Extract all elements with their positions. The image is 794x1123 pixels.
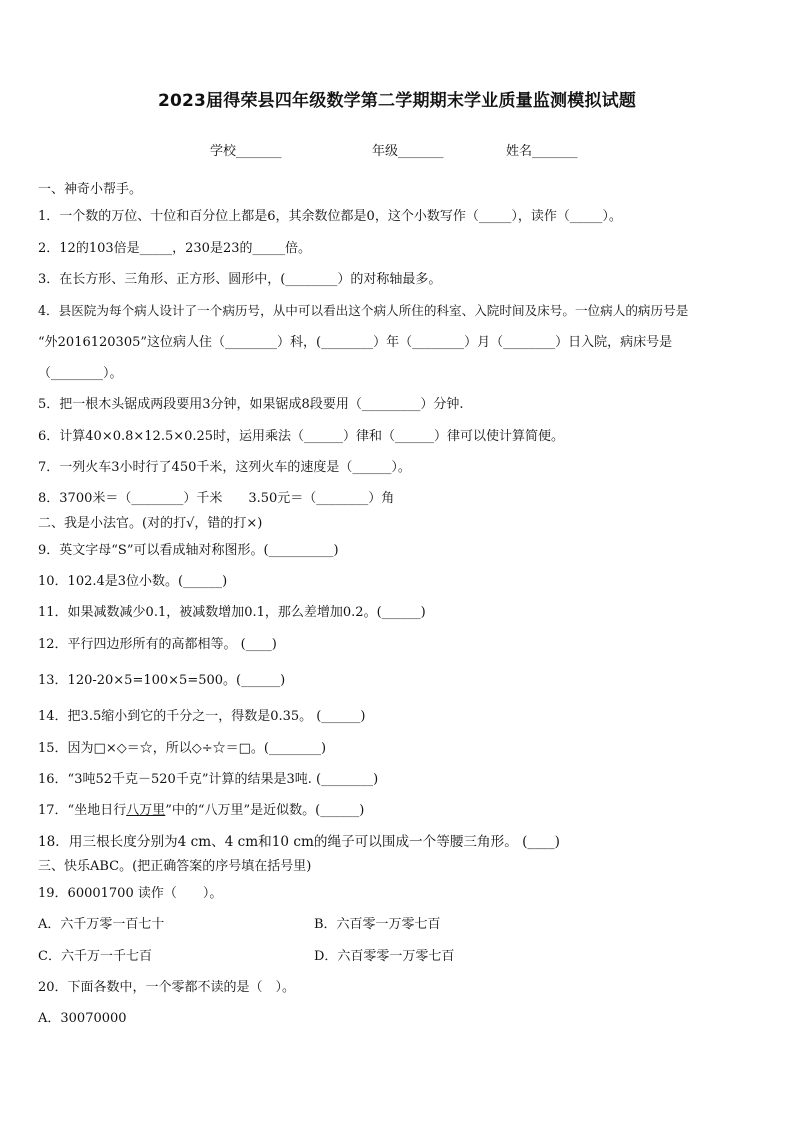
question-13: 13．120-20×5=100×5=500。(______) bbox=[38, 673, 286, 688]
question-4-line-3: （________）。 bbox=[38, 366, 123, 381]
question-17-underlined: 八万里 bbox=[126, 803, 166, 818]
question-19-option-d: D．六百零零一万零七百 bbox=[314, 949, 455, 964]
question-7: 7．一列火车3小时行了450千米，这列火车的速度是（______）。 bbox=[38, 460, 411, 475]
question-4-line-1: 4．县医院为每个病人设计了一个病历号，从中可以看出这个病人所住的科室、入院时间及床号。一位病人的病历号是 bbox=[38, 303, 689, 318]
question-19-option-b: B．六百零一万零七百 bbox=[314, 917, 441, 932]
question-9: 9．英文字母“S”可以看成轴对称图形。(__________) bbox=[38, 543, 339, 558]
question-19-option-a: A．六千万零一百七十 bbox=[38, 917, 165, 932]
question-16: 16．“3吨52千克－520千克”计算的结果是3吨. (________) bbox=[38, 772, 379, 787]
question-5: 5．把一根木头锯成两段要用3分钟，如果锯成8段要用（_________）分钟. bbox=[38, 397, 464, 412]
question-20-option-a: A．30070000 bbox=[38, 1011, 127, 1026]
question-6: 6．计算40×0.8×12.5×0.25时，运用乘法（______）律和（______）律可以使计算简便。 bbox=[38, 429, 565, 444]
question-15: 15．因为□×◇＝☆，所以◇÷☆＝□。(________) bbox=[38, 741, 327, 756]
question-10: 10．102.4是3位小数。(______) bbox=[38, 574, 228, 589]
question-20: 20．下面各数中，一个零都不读的是（ ）。 bbox=[38, 980, 296, 995]
question-8: 8．3700米＝（________）千米 3.50元＝（________）角 bbox=[38, 491, 395, 506]
grade-field: 年级_______ bbox=[372, 144, 444, 159]
section-heading-1: 一、神奇小帮手。 bbox=[38, 182, 143, 197]
question-17 bbox=[38, 802, 768, 820]
question-19-option-c: C．六千万一千七百 bbox=[38, 949, 152, 964]
question-17-suffix: ”中的“八万里”是近似数。(______) bbox=[165, 803, 365, 818]
name-field: 姓名_______ bbox=[506, 144, 578, 159]
question-3: 3．在长方形、三角形、正方形、圆形中，(________）的对称轴最多。 bbox=[38, 272, 442, 287]
question-19: 19．60001700 读作（ ）。 bbox=[38, 886, 223, 901]
page-title: 2023届得荣县四年级数学第二学期期末学业质量监测模拟试题 bbox=[157, 91, 637, 111]
question-14: 14．把3.5缩小到它的千分之一，得数是0.35。 (______) bbox=[38, 709, 366, 724]
question-12: 12．平行四边形所有的高都相等。 (____) bbox=[38, 637, 277, 652]
question-1: 1．一个数的万位、十位和百分位上都是6，其余数位都是0，这个小数写作（_____），读作（_____）。 bbox=[38, 209, 622, 224]
question-11: 11．如果减数减少0.1，被减数增加0.1，那么差增加0.2。(______) bbox=[38, 605, 426, 620]
question-18: 18．用三根长度分别为4 cm、4 cm和10 cm的绳子可以围成一个等腰三角形。 (____) bbox=[38, 834, 560, 850]
section-heading-3: 三、快乐ABC。(把正确答案的序号填在括号里) bbox=[38, 859, 312, 874]
section-heading-2: 二、我是小法官。(对的打√，错的打×) bbox=[38, 516, 263, 531]
question-17-prefix: 17．“坐地日行 bbox=[38, 803, 127, 818]
question-2: 2．12的103倍是_____，230是23的_____倍。 bbox=[38, 241, 311, 256]
question-4-line-2: “外2016120305”这位病人住（________）科，(________）年（________）月（________）日入院，病床号是 bbox=[38, 335, 673, 350]
school-field: 学校_______ bbox=[210, 144, 282, 159]
